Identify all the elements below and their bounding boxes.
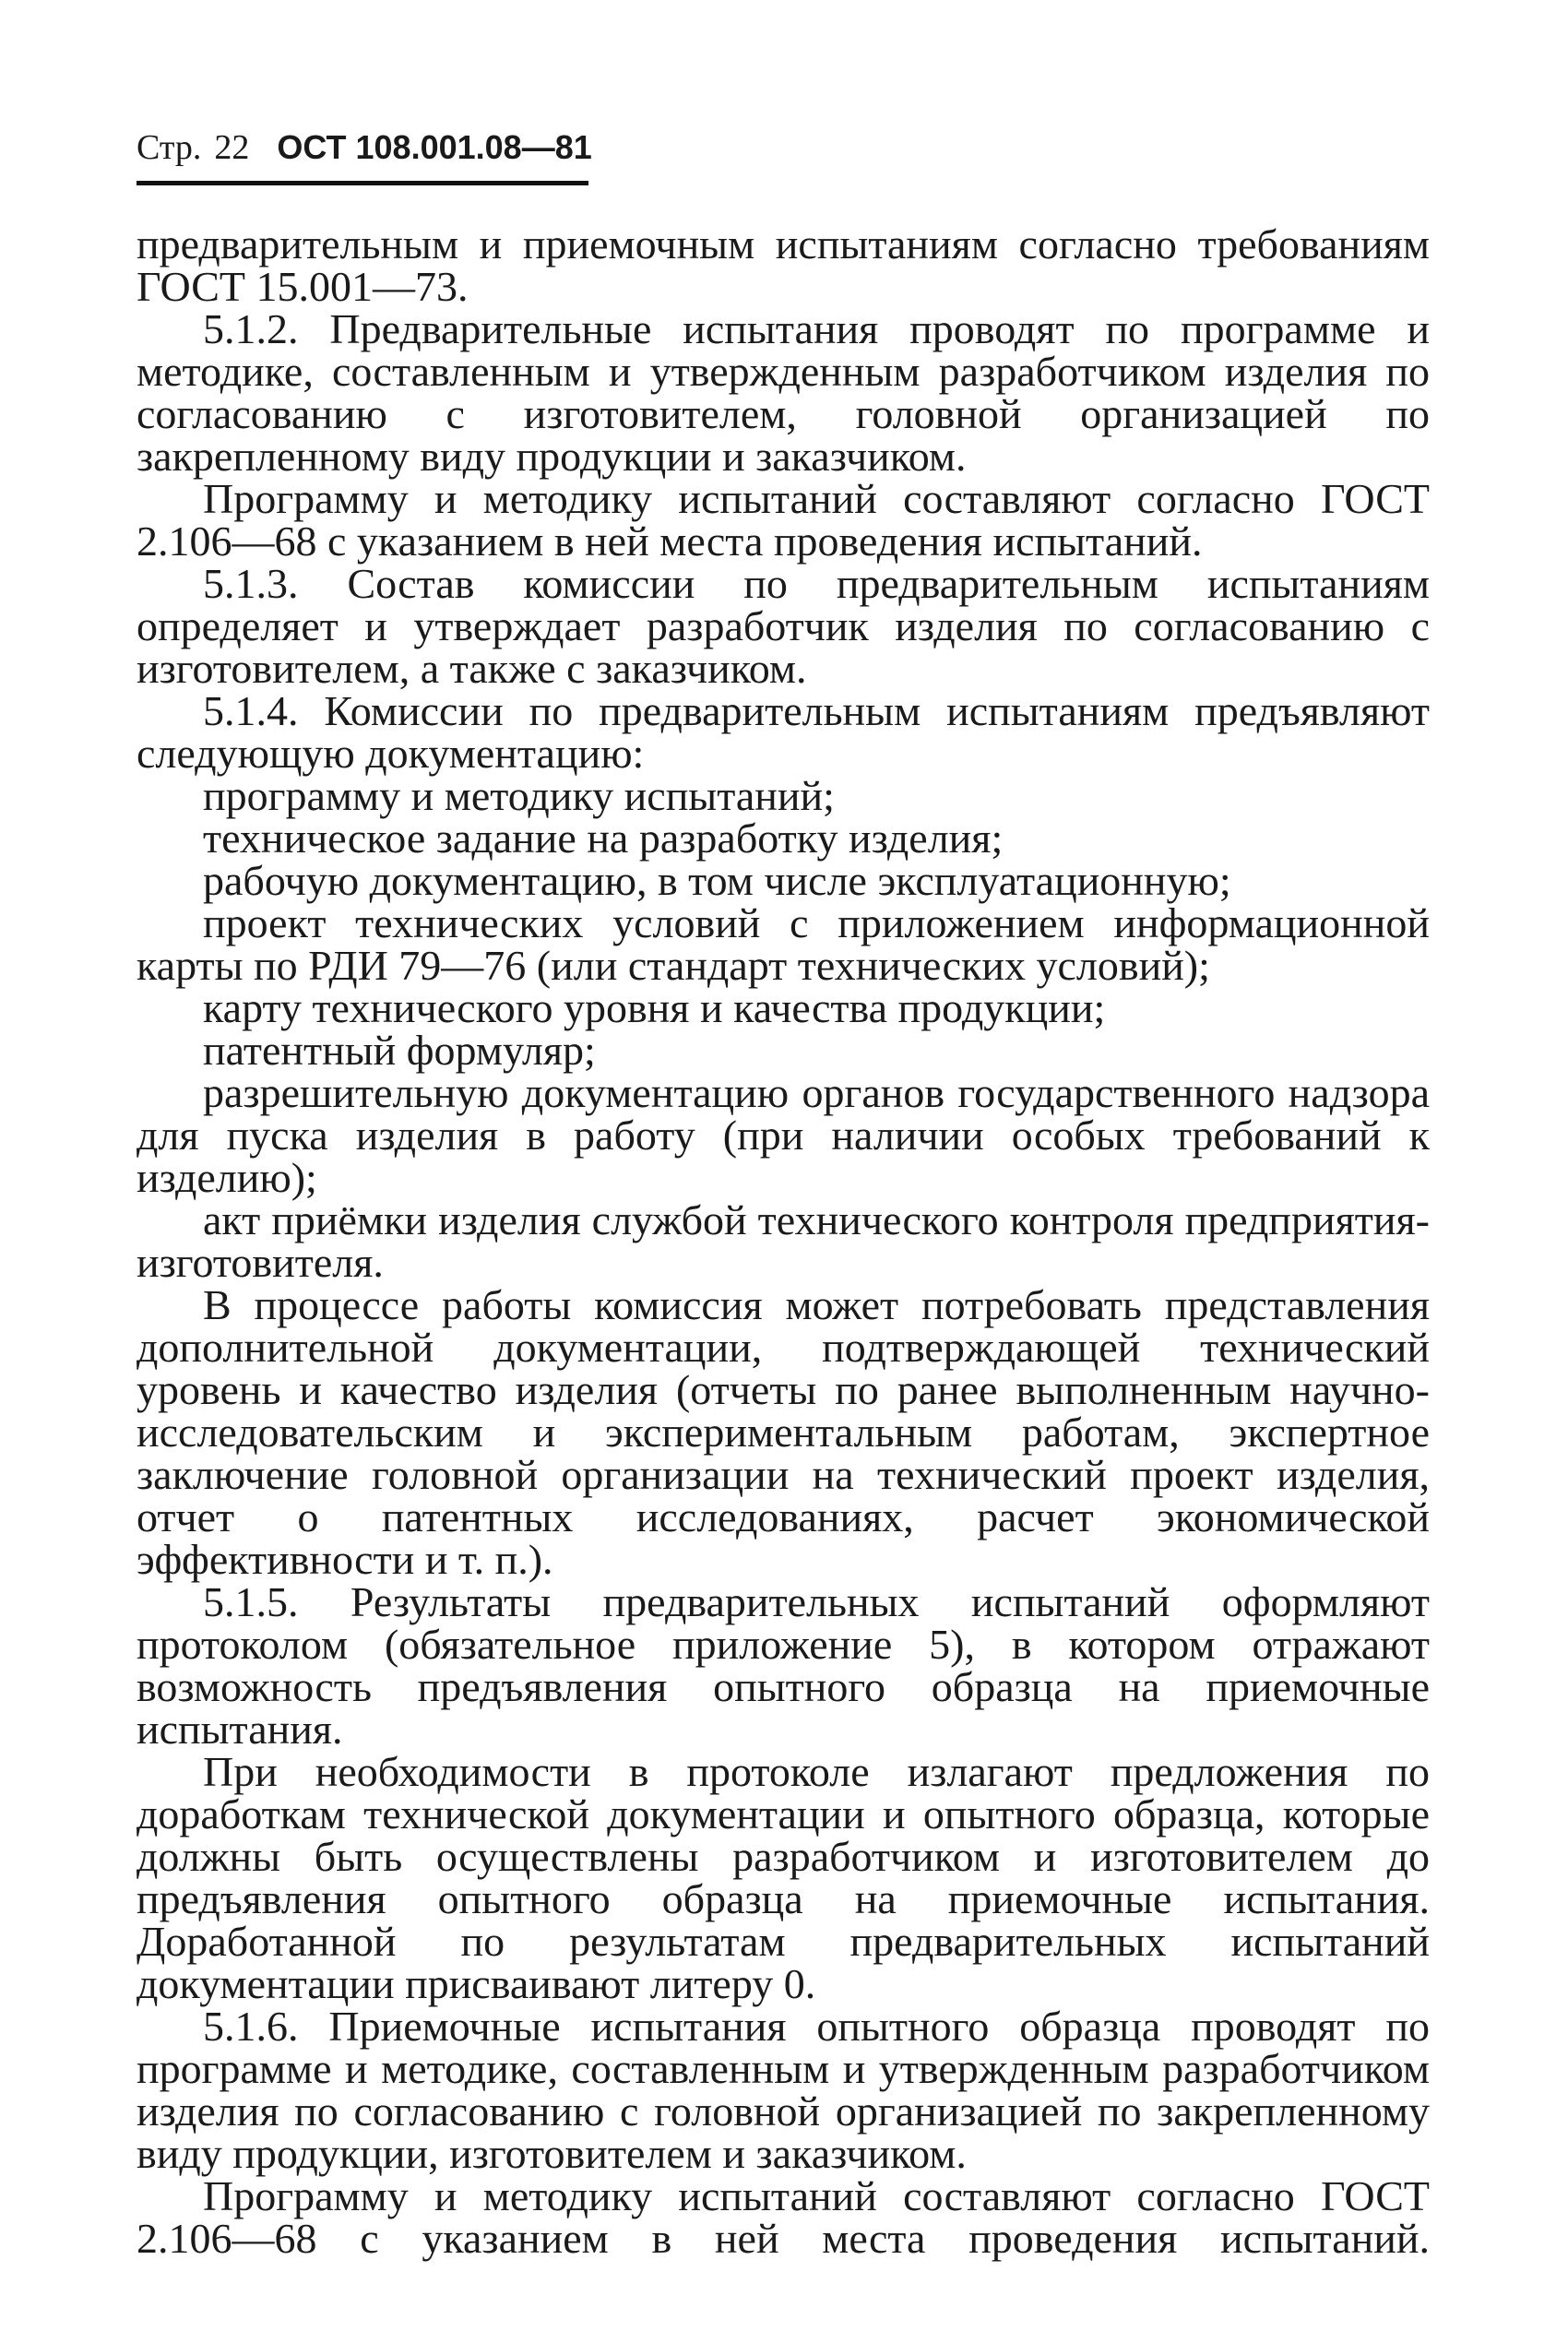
standard-code: ОСТ 108.001.08—81 <box>277 128 592 166</box>
document-body <box>137 220 1430 2262</box>
page-header <box>137 127 592 185</box>
list-item: проект технических условий с приложением информационной карты по РДИ 79—76 (или стандарт технических условий); <box>137 899 1430 989</box>
list-item: программу и методику испытаний; <box>203 772 835 819</box>
clause-5-1-6: 5.1.6. Приемочные испытания опытного образца проводят по программе и методике, составленным и утвержденным разработчиком изделия по согласованию с головной организацией по закрепленному виду продукции, изготовителем и заказчиком. <box>137 2003 1430 2177</box>
paragraph-additional-docs: В процессе работы комиссия может потребовать представления дополнительной документации, подтверждающей технический уровень и качество изделия (отчеты по ранее выполненным научно-исследовательским и экспериментальным работам, экспертное заключение головной организации на технический проект изделия, отчет о патентных исследованиях, расчет экономической эффективности и т. п.). <box>137 1281 1430 1583</box>
paragraph-program-method-final: Программу и методику испытаний составляют согласно ГОСТ 2.106—68 с указанием в ней места проведения испытаний. <box>137 2172 1430 2262</box>
paragraph-continuation: предварительным и приемочным испытаниям согласно требованиям ГОСТ 15.001—73. <box>137 220 1430 310</box>
clause-5-1-3: 5.1.3. Состав комиссии по предварительным испытаниям определяет и утверждает разработчик изделия по согласованию с изготовителем, а также с заказчиком. <box>137 560 1430 692</box>
list-item: рабочую документацию, в том числе эксплуатационную; <box>203 857 1231 904</box>
page-label: Стр. <box>137 128 202 167</box>
paragraph-protocol-proposals: При необходимости в протоколе излагают предложения по доработкам технической документации и опытного образца, которые должны быть осуществлены разработчиком и изготовителем до предъявления опытного образца на приемочные испытания. Доработанной по результатам предварительных испытаний документации присваивают литеру 0. <box>137 1748 1430 2007</box>
page-number: 22 <box>214 128 250 167</box>
clause-5-1-5: 5.1.5. Результаты предварительных испытаний оформляют протоколом (обязательное приложение 5), в котором отражают возможность предъявления опытного образца на приемочные испытания. <box>137 1578 1430 1753</box>
clause-5-1-4: 5.1.4. Комиссии по предварительным испытаниям предъявляют следующую документацию: <box>137 687 1430 777</box>
list-item: акт приёмки изделия службой технического контроля предприятия-изготовителя. <box>137 1196 1430 1286</box>
clause-5-1-2: 5.1.2. Предварительные испытания проводят по программе и методике, составленным и утвержденным разработчиком изделия по согласованию с изготовителем, головной организацией по закрепленному виду продукции и заказчиком. <box>137 305 1430 480</box>
list-item: карту технического уровня и качества продукции; <box>203 984 1106 1031</box>
list-item: техническое задание на разработку изделия; <box>203 815 1004 862</box>
paragraph-program-method: Программу и методику испытаний составляют согласно ГОСТ 2.106—68 с указанием в ней места проведения испытаний. <box>137 475 1430 565</box>
list-item: патентный формуляр; <box>203 1027 596 1074</box>
list-item: разрешительную документацию органов государственного надзора для пуска изделия в работу (при наличии особых требований к изделию); <box>137 1069 1430 1201</box>
